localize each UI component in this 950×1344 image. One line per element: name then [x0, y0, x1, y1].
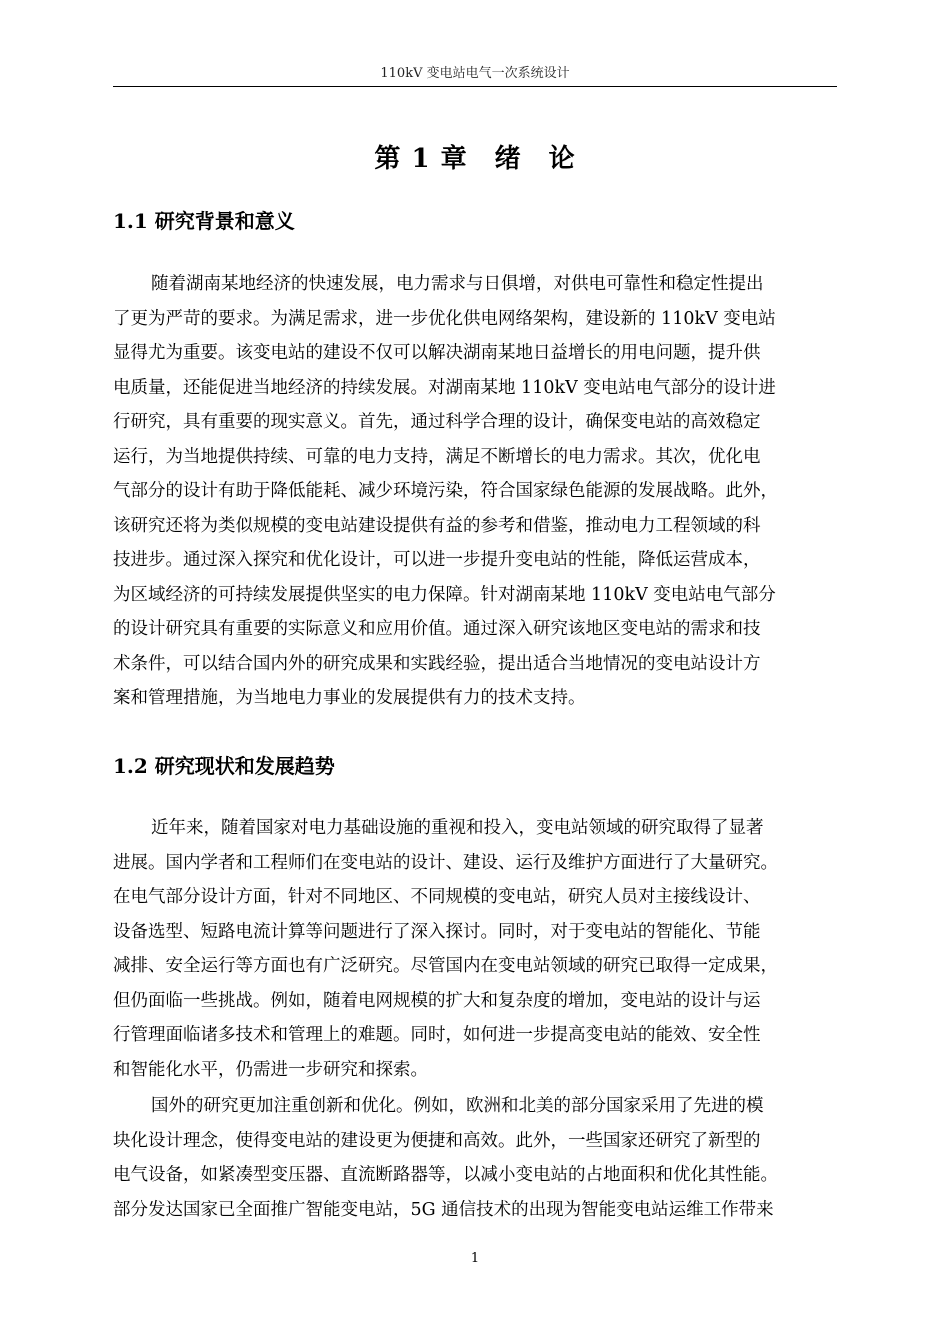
text-line: 该研究还将为类似规模的变电站建设提供有益的参考和借鉴，推动电力工程领域的科 [113, 515, 761, 536]
running-header: 110kV 变电站电气一次系统设计 [380, 66, 570, 81]
text-line: 了更为严苛的要求。为满足需求，进一步优化供电网络架构，建设新的 110kV 变电站 [113, 308, 776, 329]
text-line: 气部分的设计有助于降低能耗、减少环境污染，符合国家绿色能源的发展战略。此外， [113, 481, 778, 501]
text-line: 术条件，可以结合国内外的研究成果和实践经验，提出适合当地情况的变电站设计方 [113, 653, 761, 674]
text-line: 块化设计理念，使得变电站的建设更为便捷和高效。此外，一些国家还研究了新型的 [113, 1130, 761, 1151]
paragraph [113, 1089, 837, 1227]
text-line: 案和管理措施，为当地电力事业的发展提供有力的技术支持。 [113, 688, 586, 708]
paragraph [113, 811, 837, 1087]
text-line: 近年来，随着国家对电力基础设施的重视和投入，变电站领域的研究取得了显著 [151, 818, 764, 838]
text-line: 国外的研究更加注重创新和优化。例如，欧洲和北美的部分国家采用了先进的模 [151, 1096, 764, 1116]
text-line: 和智能化水平，仍需进一步研究和探索。 [113, 1059, 428, 1080]
section-title: 1.2 研究现状和发展趋势 [113, 754, 335, 778]
text-line: 随着湖南某地经济的快速发展，电力需求与日俱增，对供电可靠性和稳定性提出 [151, 274, 764, 294]
text-line: 部分发达国家已全面推广智能变电站，5G 通信技术的出现为智能变电站运维工作带来 [113, 1199, 774, 1220]
text-line: 的设计研究具有重要的实际意义和应用价值。通过深入研究该地区变电站的需求和技 [113, 619, 761, 639]
text-line: 运行，为当地提供持续、可靠的电力支持，满足不断增长的电力需求。其次，优化电 [113, 446, 761, 467]
text-line: 减排、安全运行等方面也有广泛研究。尽管国内在变电站领域的研究已取得一定成果， [113, 956, 778, 976]
text-line: 显得尤为重要。该变电站的建设不仅可以解决湖南某地日益增长的用电问题，提升供 [113, 343, 761, 363]
text-line: 但仍面临一些挑战。例如，随着电网规模的扩大和复杂度的增加，变电站的设计与运 [113, 990, 761, 1011]
text-line: 电质量，还能促进当地经济的持续发展。对湖南某地 110kV 变电站电气部分的设计进 [113, 377, 776, 398]
text-line: 进展。国内学者和工程师们在变电站的设计、建设、运行及维护方面进行了大量研究。 [113, 852, 778, 873]
page-number: 1 [470, 1251, 480, 1266]
header-divider [113, 86, 837, 87]
text-line: 行研究，具有重要的现实意义。首先，通过科学合理的设计，确保变电站的高效稳定 [113, 412, 761, 432]
text-line: 为区域经济的可持续发展提供坚实的电力保障。针对湖南某地 110kV 变电站电气部分 [113, 584, 776, 605]
text-line: 行管理面临诸多技术和管理上的难题。同时，如何进一步提高变电站的能效、安全性 [113, 1025, 761, 1045]
text-line: 设备选型、短路电流计算等问题进行了深入探讨。同时，对于变电站的智能化、节能 [113, 921, 761, 942]
paragraph [113, 267, 837, 716]
text-line: 技进步。通过深入探究和优化设计，可以进一步提升变电站的性能，降低运营成本， [113, 550, 761, 570]
chapter-title: 第 1 章 绪 论 [374, 144, 576, 174]
text-line: 在电气部分设计方面，针对不同地区、不同规模的变电站，研究人员对主接线设计、 [113, 887, 761, 907]
text-line: 电气设备，如紧凑型变压器、直流断路器等，以减小变电站的占地面积和优化其性能。 [113, 1165, 778, 1185]
section-title: 1.1 研究背景和意义 [113, 209, 295, 233]
